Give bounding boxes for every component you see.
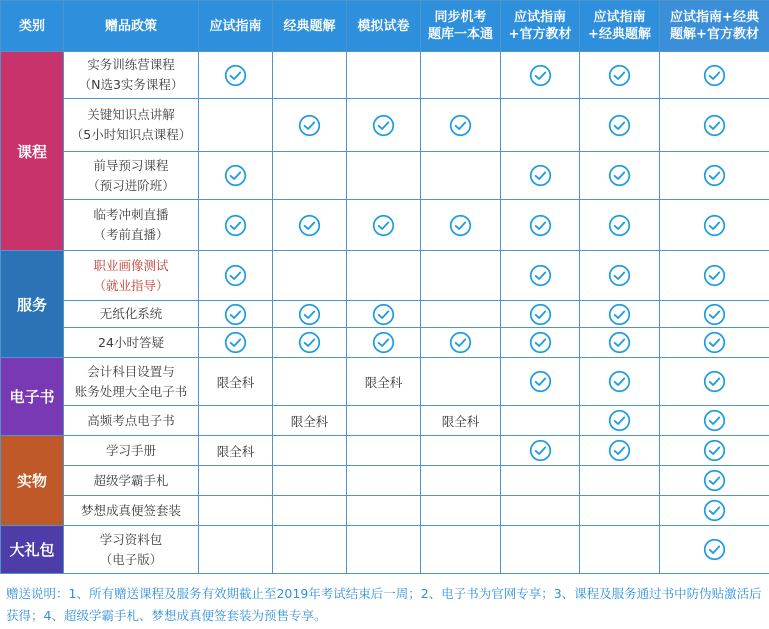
empty-cell [273,466,347,496]
policy-cell [64,526,199,574]
table-row [1,436,769,466]
empty-cell [421,496,501,526]
policy-line: 高频考点电子书 [87,412,175,428]
check-cell [660,466,769,496]
header-product-line: 同步机考 [434,10,487,25]
policy-cell [64,52,199,99]
check-circle-icon [224,331,247,354]
check-cell [660,406,769,436]
header-product-6 [580,1,660,52]
check-cell [199,301,273,328]
empty-cell [580,526,660,574]
empty-cell [273,496,347,526]
text-cell: 限全科 [199,436,273,466]
check-cell [660,496,769,526]
empty-cell [273,251,347,301]
empty-cell [421,358,501,406]
header-product-line: 经典题解 [283,18,336,34]
table-row [1,200,769,251]
check-cell [273,328,347,358]
check-circle-icon [703,264,726,287]
check-circle-icon [703,114,726,137]
header-category: 类别 [1,1,64,52]
check-cell [501,52,580,99]
policy-line: 前导预习课程 [93,157,169,173]
check-circle-icon [224,214,247,237]
check-circle-icon [608,370,631,393]
empty-cell [421,52,501,99]
check-circle-icon [703,214,726,237]
policy-line: （5小时知识点课程） [70,127,192,142]
check-circle-icon [298,303,321,326]
check-circle-icon [372,303,395,326]
check-cell [580,99,660,152]
check-cell [660,328,769,358]
check-circle-icon [608,264,631,287]
check-circle-icon [608,214,631,237]
table-row [1,152,769,200]
check-cell [660,52,769,99]
check-circle-icon [608,409,631,432]
check-circle-icon [703,331,726,354]
empty-cell [347,466,421,496]
empty-cell [273,436,347,466]
category-label: 大礼包 [1,526,64,574]
header-product-3 [347,1,421,52]
check-cell [580,301,660,328]
check-cell [580,406,660,436]
table-row [1,526,769,574]
check-cell [501,152,580,200]
header-product-line: 应试指南+经典 [670,10,759,25]
table-row [1,496,769,526]
text-cell: 限全科 [273,406,347,436]
check-circle-icon [224,64,247,87]
category-label: 服务 [1,251,64,358]
empty-cell [421,251,501,301]
check-cell [580,200,660,251]
check-circle-icon [703,409,726,432]
header-product-line: 题库一本通 [427,27,493,42]
check-cell [421,328,501,358]
policy-cell [64,436,199,466]
check-circle-icon [298,214,321,237]
empty-cell [347,436,421,466]
category-label: 课程 [1,52,64,251]
check-circle-icon [224,303,247,326]
check-circle-icon [608,114,631,137]
header-product-line: 题解+官方教材 [670,27,759,42]
check-cell [660,251,769,301]
policy-cell [64,328,199,358]
empty-cell [580,466,660,496]
check-cell [199,328,273,358]
policy-line: 账务处理大全电子书 [74,383,188,399]
check-circle-icon [703,499,726,522]
check-circle-icon [529,303,552,326]
check-cell [580,52,660,99]
check-circle-icon [703,370,726,393]
check-circle-icon [224,264,247,287]
check-circle-icon [703,439,726,462]
policy-cell [64,466,199,496]
check-cell [660,152,769,200]
check-cell [347,200,421,251]
table-row [1,52,769,99]
policy-line: （考前直播） [93,227,169,242]
check-cell [501,358,580,406]
check-cell [501,328,580,358]
policy-line: 24小时答疑 [98,334,164,350]
header-product-7 [660,1,769,52]
check-circle-icon [298,331,321,354]
empty-cell [199,466,273,496]
policy-line: （N选3实务课程） [78,77,184,92]
header-product-line: 应试指南 [513,10,566,25]
check-cell [660,436,769,466]
check-circle-icon [298,114,321,137]
policy-cell [64,406,199,436]
header-product-line: 应试指南 [209,18,262,34]
check-circle-icon [449,214,472,237]
policy-line: 无纸化系统 [99,306,163,321]
check-cell [199,52,273,99]
check-circle-icon [372,114,395,137]
check-circle-icon [449,331,472,354]
check-circle-icon [529,370,552,393]
table-row [1,251,769,301]
empty-cell [501,526,580,574]
empty-cell [199,99,273,152]
check-cell [501,251,580,301]
header-product-line: +经典题解 [588,27,651,42]
empty-cell [347,406,421,436]
policy-line: 学习资料包 [99,531,163,547]
table-row [1,328,769,358]
header-product-5 [501,1,580,52]
check-cell [501,436,580,466]
check-cell [347,328,421,358]
check-cell [273,99,347,152]
empty-cell [501,466,580,496]
header-product-line: +官方教材 [508,27,572,42]
check-circle-icon [608,439,631,462]
check-circle-icon [608,303,631,326]
category-label: 实物 [1,436,64,526]
category-label: 电子书 [1,358,64,436]
gift-note: 赠送说明：1、所有赠送课程及服务有效期截止至2019年考试结束后一周；2、电子书为官网专享；3、课程及服务通过书中防伪贴激活后获得；4、超级学霸手札、梦想成真便签套装为预售专享。 [6,586,762,623]
check-circle-icon [372,331,395,354]
empty-cell [421,466,501,496]
policy-line: 学习手册 [105,442,156,458]
check-circle-icon [703,164,726,187]
empty-cell [501,496,580,526]
empty-cell [347,52,421,99]
check-cell [660,358,769,406]
header-product-line: 应试指南 [593,10,646,25]
empty-cell [273,358,347,406]
policy-cell [64,152,199,200]
policy-line: 职业画像测试 [93,257,169,273]
header-policy: 赠品政策 [64,1,199,52]
empty-cell [273,152,347,200]
empty-cell [199,406,273,436]
header-product-2 [273,1,347,52]
table-row [1,406,769,436]
empty-cell [347,251,421,301]
check-cell [580,152,660,200]
table-body [1,52,769,574]
text-cell: 限全科 [347,358,421,406]
check-circle-icon [224,164,247,187]
header-product-line: 模拟试卷 [357,18,410,34]
check-circle-icon [608,331,631,354]
check-circle-icon [703,303,726,326]
check-circle-icon [529,164,552,187]
empty-cell [347,152,421,200]
policy-cell [64,301,199,328]
check-cell [199,251,273,301]
policy-line: 实务训练营课程 [87,57,175,72]
table-row [1,358,769,406]
check-cell [660,301,769,328]
empty-cell [273,52,347,99]
empty-cell [421,152,501,200]
table-row [1,301,769,328]
check-cell [580,358,660,406]
policy-line: （就业指导） [93,277,169,293]
header-row [1,1,769,52]
empty-cell [501,406,580,436]
check-circle-icon [529,439,552,462]
text-cell: 限全科 [199,358,273,406]
check-circle-icon [372,214,395,237]
check-circle-icon [529,331,552,354]
check-cell [660,99,769,152]
empty-cell [199,496,273,526]
check-circle-icon [449,114,472,137]
check-cell [347,301,421,328]
policy-line: 关键知识点讲解 [87,107,175,122]
empty-cell [421,301,501,328]
policy-cell [64,496,199,526]
check-cell [421,99,501,152]
check-circle-icon [703,469,726,492]
check-cell [501,301,580,328]
empty-cell [347,496,421,526]
empty-cell [501,99,580,152]
empty-cell [347,526,421,574]
check-circle-icon [608,64,631,87]
policy-cell [64,200,199,251]
policy-line: 超级学霸手札 [93,472,169,488]
check-cell [347,99,421,152]
text-cell: 限全科 [421,406,501,436]
empty-cell [421,526,501,574]
policy-line: （预习进阶班） [87,177,175,193]
empty-cell [580,496,660,526]
check-cell [199,200,273,251]
empty-cell [273,526,347,574]
header-product-4 [421,1,501,52]
policy-cell [64,251,199,301]
policy-cell [64,358,199,406]
check-cell [199,152,273,200]
check-circle-icon [608,164,631,187]
table-row [1,99,769,152]
policy-line: （电子版） [99,551,163,567]
check-cell [660,200,769,251]
header-product-1 [199,1,273,52]
check-cell [273,200,347,251]
check-cell [660,526,769,574]
policy-cell [64,99,199,152]
check-cell [421,200,501,251]
empty-cell [421,436,501,466]
check-cell [580,251,660,301]
policy-line: 临考冲刺直播 [93,207,169,222]
check-circle-icon [703,538,726,561]
check-circle-icon [529,264,552,287]
check-circle-icon [529,214,552,237]
check-circle-icon [703,64,726,87]
check-cell [273,301,347,328]
check-cell [501,200,580,251]
check-cell [580,436,660,466]
check-circle-icon [529,64,552,87]
policy-line: 梦想成真便签套装 [80,502,181,518]
table-row [1,466,769,496]
policy-line: 会计科目设置与 [87,363,175,379]
check-cell [580,328,660,358]
empty-cell [199,526,273,574]
